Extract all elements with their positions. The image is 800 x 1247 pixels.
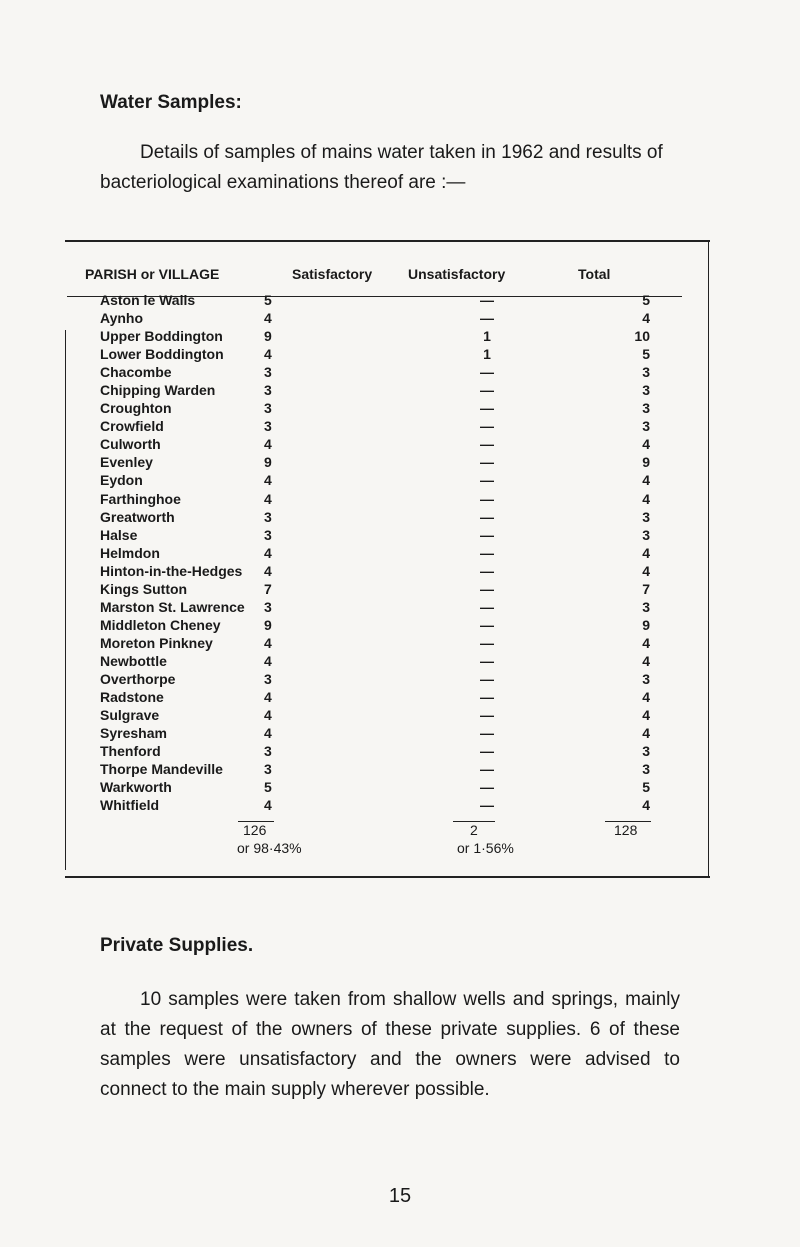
table-row [100,364,660,382]
row-unsatisfactory: — [480,544,494,561]
row-unsatisfactory: — [480,598,494,615]
row-satisfactory: 5 [264,292,272,308]
row-unsatisfactory: — [480,761,494,778]
row-satisfactory: 3 [264,670,272,687]
row-total: 4 [642,310,650,327]
row-parish: Upper Boddington [100,328,223,345]
row-satisfactory: 3 [264,526,272,543]
row-unsatisfactory: — [480,707,494,724]
header-satisfactory: Satisfactory [292,266,373,282]
row-parish: Warkworth [100,779,172,796]
row-unsatisfactory: — [480,580,494,597]
table-right-rule [708,242,709,876]
row-total: 3 [642,382,650,399]
row-unsatisfactory: — [480,418,494,435]
grand-total: 128 [614,822,638,838]
table-row [100,454,660,472]
row-satisfactory: 3 [264,382,272,399]
intro-paragraph: Details of samples of mains water taken in 1962 and results of bacteriological examinations thereof are :— [100,142,663,193]
row-total: 4 [642,652,650,669]
row-parish: Thorpe Mandeville [100,761,223,778]
table-row [100,382,660,400]
row-satisfactory: 3 [264,761,272,778]
row-parish: Helmdon [100,544,160,561]
header-parish: PARISH or VILLAGE [85,266,220,282]
row-unsatisfactory: — [480,797,494,814]
row-total: 3 [642,400,650,417]
row-satisfactory: 4 [264,310,272,327]
row-total: 4 [642,725,650,742]
row-unsatisfactory: — [480,670,494,687]
row-satisfactory: 3 [264,508,272,525]
row-parish: Kings Sutton [100,580,188,597]
table-row [100,436,660,454]
row-parish: Halse [100,526,138,543]
row-total: 3 [642,761,650,778]
row-unsatisfactory: — [480,472,494,489]
table-row [100,743,660,761]
row-total: 4 [642,634,650,651]
row-unsatisfactory: — [480,616,494,633]
total-unsatisfactory: 2 [470,822,478,838]
row-unsatisfactory: — [480,689,494,706]
table-row [100,725,660,743]
row-total: 9 [642,616,650,633]
total-unsatisfactory-percent: or 1·56% [457,840,514,856]
row-parish: Crowfield [100,418,164,435]
row-unsatisfactory: — [480,562,494,579]
row-parish: Thenford [100,743,161,760]
private-supplies-text: 10 samples were taken from shallow wells and springs, mainly at the request of the owners of these private supplies. 6 of these samples were unsatisfactory and the owners were advised to connect to the main supply wherever possible. [100,989,680,1100]
row-unsatisfactory: 1 [483,328,491,345]
row-parish: Lower Boddington [100,346,224,363]
row-unsatisfactory: — [480,400,494,417]
row-total: 3 [642,526,650,543]
row-total: 3 [642,364,650,381]
table-row [100,527,660,545]
row-parish: Farthinghoe [100,490,181,507]
row-satisfactory: 4 [264,634,272,651]
row-total: 4 [642,707,650,724]
row-total: 3 [642,418,650,435]
row-satisfactory: 3 [264,743,272,760]
row-satisfactory: 9 [264,454,272,471]
row-satisfactory: 3 [264,418,272,435]
row-parish: Croughton [100,400,172,417]
row-total: 4 [642,490,650,507]
table-row [100,581,660,599]
total-satisfactory: 126 [243,822,267,838]
page-number: 15 [388,1185,412,1207]
table-row [100,797,660,815]
row-unsatisfactory: — [480,779,494,796]
row-parish: Hinton-in-the-Hedges [100,562,243,579]
row-unsatisfactory: — [480,364,494,381]
table-row [100,400,660,418]
row-unsatisfactory: — [480,454,494,471]
row-parish: Chacombe [100,364,172,381]
private-supplies-title: Private Supplies. [100,935,254,956]
row-parish: Greatworth [100,508,175,525]
row-unsatisfactory: — [480,508,494,525]
row-satisfactory: 9 [264,616,272,633]
row-satisfactory: 4 [264,544,272,561]
table-row [100,509,660,527]
table-row [100,491,660,509]
row-total: 4 [642,436,650,453]
row-parish: Newbottle [100,652,167,669]
table-row [100,653,660,671]
row-satisfactory: 4 [264,562,272,579]
row-total: 4 [642,472,650,489]
row-satisfactory: 5 [264,779,272,796]
table-row [100,310,660,328]
row-parish: Moreton Pinkney [100,634,213,651]
row-unsatisfactory: — [480,292,494,308]
row-parish: Overthorpe [100,670,176,687]
row-unsatisfactory: — [480,725,494,742]
table-bottom-rule [65,876,710,878]
row-unsatisfactory: — [480,490,494,507]
row-satisfactory: 4 [264,436,272,453]
row-unsatisfactory: — [480,310,494,327]
total-satisfactory-percent: or 98·43% [237,840,302,856]
row-satisfactory: 4 [264,689,272,706]
row-parish: Middleton Cheney [100,616,221,633]
row-satisfactory: 4 [264,797,272,814]
table-row [100,292,660,310]
row-parish: Aynho [100,310,144,327]
table-row [100,761,660,779]
table-row [100,545,660,563]
row-unsatisfactory: — [480,743,494,760]
row-total: 5 [642,346,650,363]
row-total: 9 [642,454,650,471]
row-parish: Sulgrave [100,707,160,724]
row-satisfactory: 4 [264,707,272,724]
row-total: 3 [642,743,650,760]
table-row [100,779,660,797]
header-unsatisfactory: Unsatisfactory [408,266,506,282]
row-satisfactory: 4 [264,472,272,489]
row-satisfactory: 3 [264,598,272,615]
row-unsatisfactory: — [480,634,494,651]
row-total: 4 [642,562,650,579]
row-total: 3 [642,508,650,525]
row-unsatisfactory: — [480,436,494,453]
row-parish: Radstone [100,689,164,706]
row-satisfactory: 3 [264,364,272,381]
table-row [100,418,660,436]
row-satisfactory: 4 [264,725,272,742]
row-unsatisfactory: 1 [483,346,491,363]
table-top-rule [65,240,710,242]
row-parish: Whitfield [100,797,160,814]
table-row [100,563,660,581]
table-body [100,292,660,815]
row-total: 3 [642,598,650,615]
section-heading: Water Samples: [100,92,242,113]
row-satisfactory: 4 [264,490,272,507]
row-total: 4 [642,544,650,561]
row-parish: Evenley [100,454,153,471]
row-total: 5 [642,292,650,308]
row-total: 4 [642,797,650,814]
row-satisfactory: 4 [264,346,272,363]
table-row [100,707,660,725]
row-satisfactory: 4 [264,652,272,669]
row-satisfactory: 3 [264,400,272,417]
row-satisfactory: 9 [264,328,272,345]
row-unsatisfactory: — [480,526,494,543]
table-row [100,599,660,617]
row-unsatisfactory: — [480,382,494,399]
row-parish: Culworth [100,436,161,453]
table-row [100,689,660,707]
row-total: 4 [642,689,650,706]
table-row [100,617,660,635]
row-parish: Aston le Walls [100,292,196,308]
header-total: Total [578,266,611,282]
table-row [100,635,660,653]
row-parish: Chipping Warden [100,382,216,399]
table-row [100,328,660,346]
row-total: 10 [634,328,650,345]
table-row [100,346,660,364]
table-row [100,472,660,490]
row-total: 7 [642,580,650,597]
row-satisfactory: 7 [264,580,272,597]
row-parish: Eydon [100,472,143,489]
row-unsatisfactory: — [480,652,494,669]
row-total: 3 [642,670,650,687]
row-parish: Syresham [100,725,167,742]
table-row [100,671,660,689]
table-left-rule [65,330,66,870]
row-parish: Marston St. Lawrence [100,598,245,615]
row-total: 5 [642,779,650,796]
